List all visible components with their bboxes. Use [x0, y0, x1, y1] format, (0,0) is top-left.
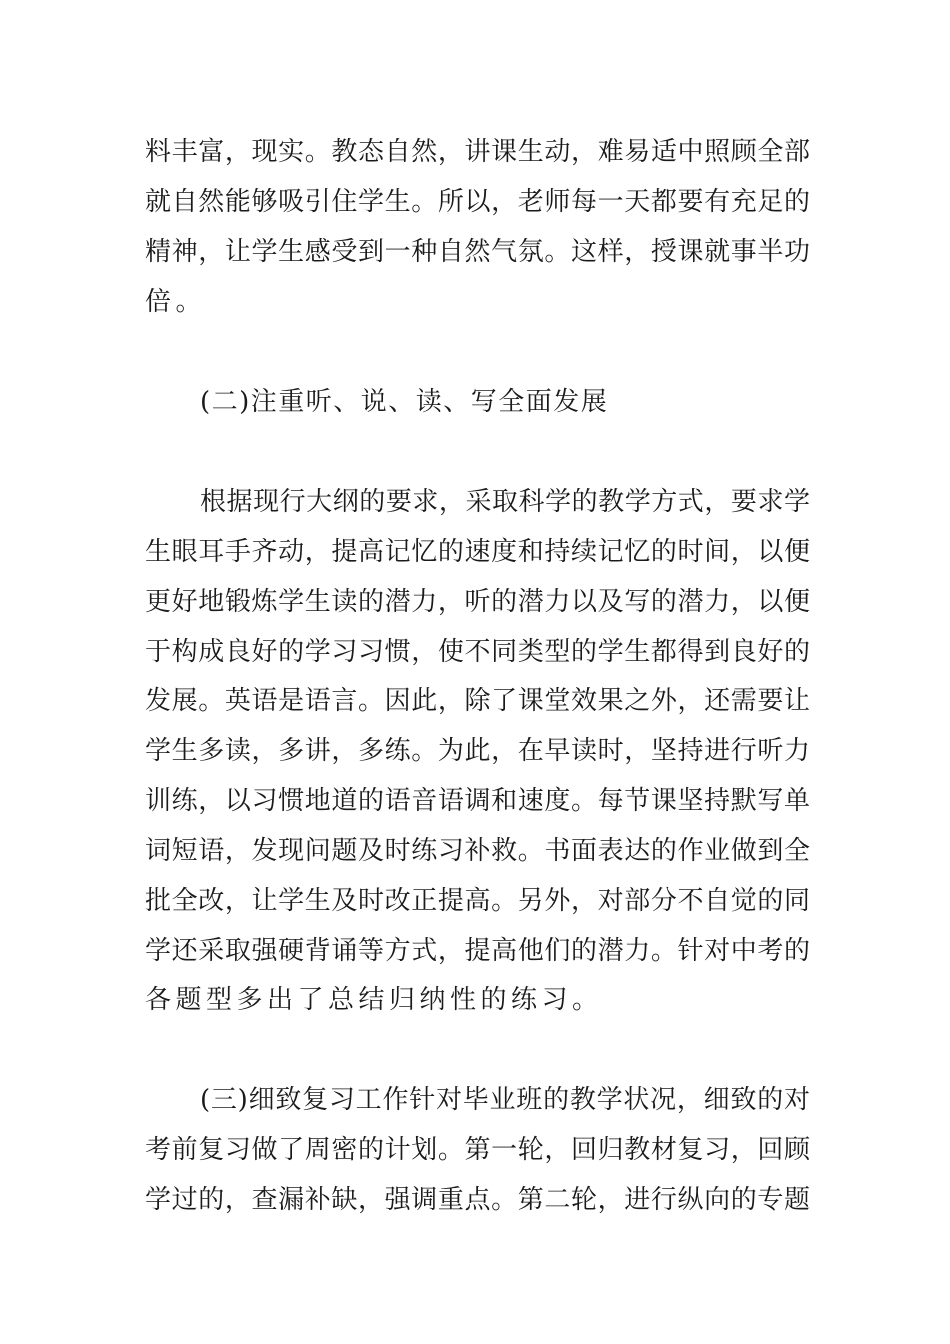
paragraph-line: 精神，让学生感受到一种自然气氛。这样，授课就事半功	[145, 237, 810, 267]
paragraph-line: 学过的，查漏补缺，强调重点。第二轮，进行纵向的专题	[145, 1185, 810, 1215]
paragraph-line: 更好地锻炼学生读的潜力，听的潜力以及写的潜力，以便	[145, 587, 810, 617]
paragraph-line: 生眼耳手齐动，提高记忆的速度和持续记忆的时间，以便	[145, 537, 810, 567]
paragraph-line: 料丰富，现实。教态自然，讲课生动，难易适中照顾全部	[145, 137, 810, 167]
paragraph-line: 各题型多出了总结归纳性的练习。	[145, 985, 603, 1015]
paragraph-line: (三)细致复习工作针对毕业班的教学状况，细致的对	[200, 1085, 810, 1115]
paragraph-line: 发展。英语是语言。因此，除了课堂效果之外，还需要让	[145, 686, 810, 716]
paragraph-line: 词短语，发现问题及时练习补救。书面表达的作业做到全	[145, 836, 810, 866]
paragraph-line: 训练，以习惯地道的语音语调和速度。每节课坚持默写单	[145, 786, 810, 816]
paragraph-line: 学还采取强硬背诵等方式，提高他们的潜力。针对中考的	[145, 936, 810, 966]
section-heading: (二)注重听、说、读、写全面发展	[200, 387, 609, 417]
paragraph-line: 根据现行大纲的要求，采取科学的教学方式，要求学	[200, 487, 810, 517]
paragraph-line: 考前复习做了周密的计划。第一轮，回归教材复习，回顾	[145, 1135, 810, 1165]
paragraph-line: 就自然能够吸引住学生。所以，老师每一天都要有充足的	[145, 187, 810, 217]
paragraph-line: 学生多读，多讲，多练。为此，在早读时，坚持进行听力	[145, 736, 810, 766]
paragraph-line: 于构成良好的学习习惯，使不同类型的学生都得到良好的	[145, 637, 810, 667]
paragraph-line: 倍。	[145, 287, 207, 317]
paragraph-line: 批全改，让学生及时改正提高。另外，对部分不自觉的同	[145, 886, 810, 916]
